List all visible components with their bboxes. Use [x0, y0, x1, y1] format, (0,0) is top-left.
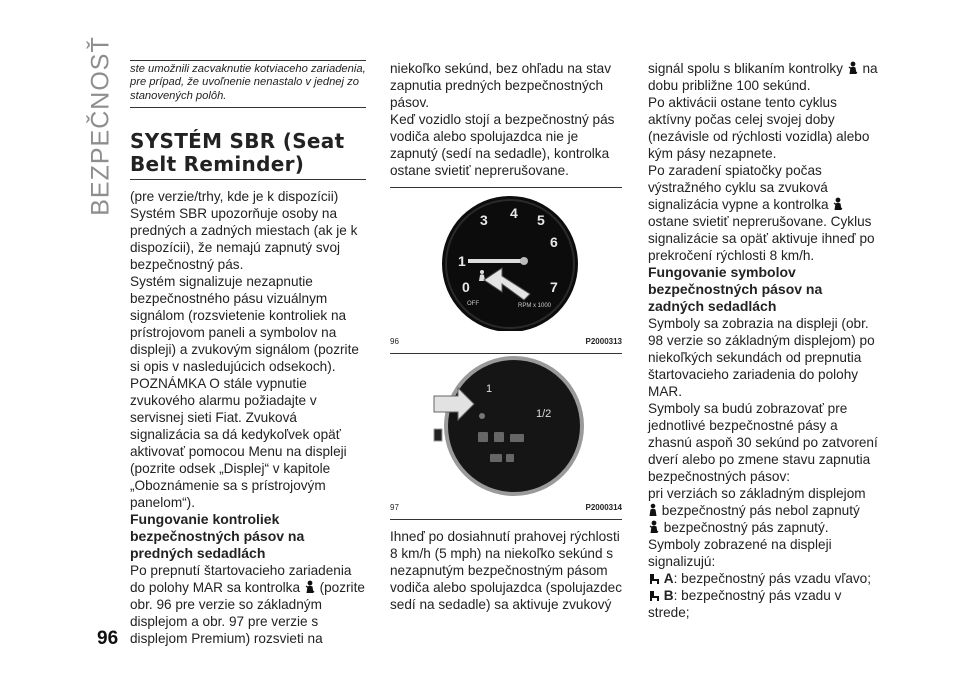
- seatbelt-warning-icon: [304, 580, 316, 594]
- list-item: A: bezpečnostný pás vzadu vľavo;: [648, 570, 880, 587]
- tachometer-image: [390, 188, 622, 331]
- rear-seat-icon: [648, 572, 660, 585]
- seatbelt-warning-icon: [847, 61, 859, 75]
- off-label: OFF: [467, 301, 479, 307]
- column-1: [130, 60, 366, 647]
- paragraph: Systém signalizuje nezapnutie bezpečnostného pásu vizuálnym signálom (rozsvietenie kontroliek na prístrojovom paneli a symbolov na displeji) a zvukovým signálom (pozrite si opis v nasledujúcich odsekoch).: [130, 274, 359, 375]
- paragraph: Symboly sa zobrazia na displeji (obr. 98 verzie so základným displejom) po niekoľkých sekundách od prepnutia štartovacieho zariadenia do polohy MAR.: [648, 316, 875, 399]
- mark-label: 1: [486, 383, 493, 395]
- paragraph: Po zaradení spiatočky počas výstražného cyklu sa zvuková signalizácia vypne a kontrolka ostane svietiť neprerušovane. Cyklus signalizácie sa opäť aktivuje ihneď po prekročení rýchlosti 8 km/h.: [648, 163, 875, 263]
- paragraph: Symboly zobrazené na displeji signalizujú:: [648, 537, 832, 569]
- paragraph: POZNÁMKA O stále vypnutie zvukového alarmu požiadajte v servisnej sieti Fiat. Zvuková signalizácia sa dá kedykoľvek opäť aktivovať pomocou Menu na displeji (pozrite odsek „Displej“ v kapitole „Oboznámenie sa s prístrojovým panelom“).: [130, 376, 347, 511]
- rear-seat-icon: [648, 589, 660, 602]
- list-item: bezpečnostný pás nebol zapnutý: [648, 502, 880, 519]
- premium-dial: [390, 354, 622, 497]
- belt-fastened-icon: [648, 520, 660, 534]
- paragraph: signál spolu s blikaním kontrolky na dobu približne 100 sekúnd.: [648, 61, 878, 93]
- subheading: Fungovanie kontroliek bezpečnostných pásov na predných sedadlách: [130, 511, 305, 562]
- section-tab: BEZPEČNOSŤ: [86, 36, 115, 216]
- subheading: Fungovanie symbolov bezpečnostných pásov na zadných sedadlách: [648, 264, 823, 314]
- seatbelt-warning-icon: [832, 197, 844, 211]
- tick-label: 6: [550, 234, 558, 250]
- tick-label: 3: [480, 212, 488, 228]
- tick-label: 1: [458, 253, 466, 269]
- note-box: ste umožnili zacvaknutie kotviaceho zariadenia, pre prípad, že uvoľnenie nenastalo v jednej zo stanovených polôh.: [130, 60, 366, 108]
- tick-label: 5: [537, 212, 545, 228]
- figure-96: [390, 187, 622, 354]
- column-3: [648, 60, 880, 621]
- paragraph: Po prepnutí štartovacieho zariadenia do polohy MAR sa kontrolka (pozrite obr. 96 pre verzie so základným displejom a obr. 97 pre verzie s displejom Premium) rozsvieti na: [130, 563, 365, 647]
- figure-97: [390, 354, 622, 520]
- section-heading: SYSTÉM SBR (Seat Belt Reminder): [130, 130, 366, 180]
- list-item: B: bezpečnostný pás vzadu v strede;: [648, 588, 842, 620]
- paragraph: (pre verzie/trhy, kde je k dispozícii) Systém SBR upozorňuje osoby na predných a zadných miestach (ak je k dispozícii), že nemajú zapnutý svoj bezpečnostný pás.: [130, 189, 358, 273]
- rpm-label: RPM x 1000: [518, 303, 552, 309]
- mark-label: 1/2: [536, 408, 552, 420]
- list-item: bezpečnostný pás zapnutý.: [648, 519, 880, 536]
- paragraph: niekoľko sekúnd, bez ohľadu na stav zapnutia predných bezpečnostných pásov.: [390, 61, 612, 110]
- figure-caption: 97 P2000314: [390, 503, 622, 512]
- premium-display-image: [390, 354, 622, 497]
- page-number: 96: [97, 628, 119, 649]
- tick-label: 0: [462, 279, 470, 295]
- tick-label: 4: [510, 205, 518, 221]
- column-divider: [378, 120, 379, 620]
- figure-caption: 96 P2000313: [390, 337, 622, 346]
- tachometer-dial: [390, 188, 622, 331]
- column-2: [390, 60, 622, 613]
- belt-unfastened-icon: [648, 503, 658, 517]
- tick-label: 7: [550, 279, 558, 295]
- paragraph: Po aktivácii ostane tento cyklus aktívny počas celej svojej doby (nezávisle od rýchlosti vozidla) alebo kým pásy nezapnete.: [648, 95, 870, 161]
- paragraph: Symboly sa budú zobrazovať pre jednotlivé bezpečnostné pásy a zhasnú aspoň 30 sekúnd po zatvorení dverí alebo po zmene stavu zapnutia bezpečnostných pásov:: [648, 401, 878, 484]
- paragraph: Ihneď po dosiahnutí prahovej rýchlosti 8 km/h (5 mph) na niekoľko sekúnd s nezapnutým bezpečnostným pásom vodiča alebo spolujazdca (spolujazdec sedí na sedadle) sa aktivuje zvukový: [390, 529, 622, 612]
- paragraph: Keď vozidlo stojí a bezpečnostný pás vodiča alebo spolujazdca nie je zapnutý (sedí na sedadle), kontrolka ostane svietiť neprerušovane.: [390, 112, 615, 178]
- paragraph: pri verziách so základným displejom: [648, 486, 866, 501]
